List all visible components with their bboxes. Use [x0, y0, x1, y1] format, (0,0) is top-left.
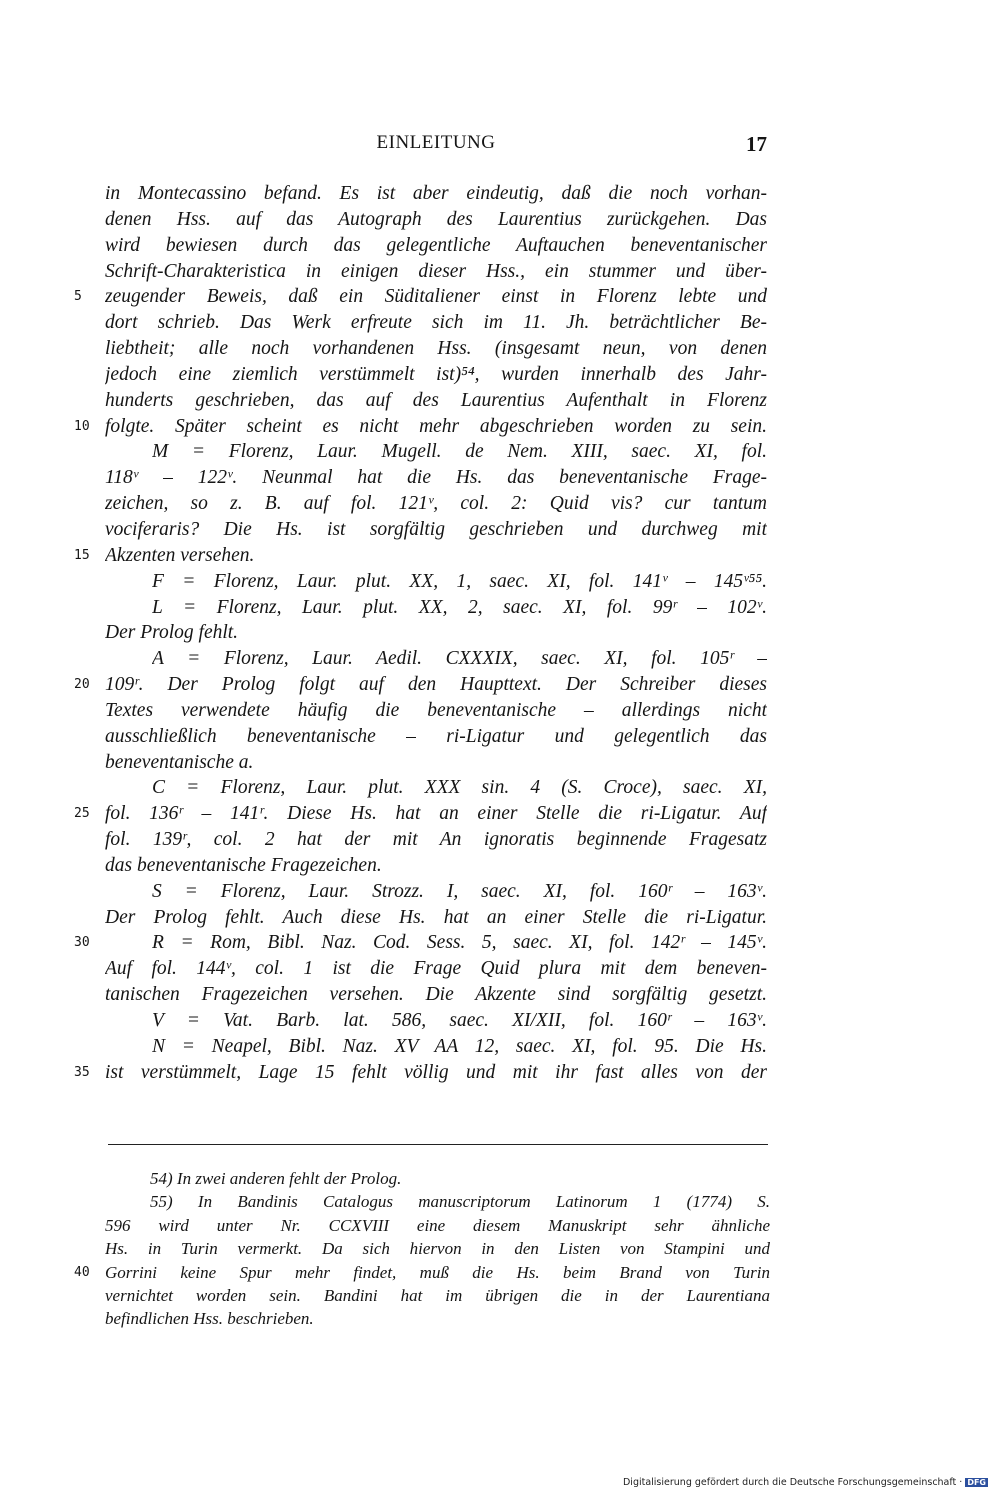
- text-line-text: Der Prolog fehlt. Auch diese Hs. hat an einer Stelle die ri-Ligatur.: [105, 906, 767, 928]
- text-line-text: Akzenten versehen.: [105, 544, 255, 566]
- text-line: [0, 1060, 1000, 1086]
- text-line: [0, 905, 1000, 931]
- text-line: [0, 1034, 1000, 1060]
- text-line: [0, 646, 1000, 672]
- main-text: [0, 181, 1000, 1086]
- text-line: [0, 801, 1000, 827]
- text-line-text: L = Florenz, Laur. plut. XX, 2, saec. XI, fol. 99ʳ – 102ᵛ.: [152, 596, 767, 618]
- text-line: [0, 362, 1000, 388]
- text-line: [0, 750, 1000, 776]
- text-line: [0, 439, 1000, 465]
- text-line-text: liebtheit; alle noch vorhandenen Hss. (insgesamt neun, von denen: [105, 338, 767, 360]
- footnote-line: [0, 1237, 1000, 1260]
- text-line-text: folgte. Später scheint es nicht mehr abgeschrieben worden zu sein.: [105, 415, 767, 437]
- text-line: [0, 930, 1000, 956]
- text-line-text: S = Florenz, Laur. Strozz. I, saec. XI, fol. 160ʳ – 163ᵛ.: [152, 880, 767, 902]
- text-line-text: M = Florenz, Laur. Mugell. de Nem. XIII, saec. XI, fol.: [152, 441, 767, 463]
- text-line: [0, 517, 1000, 543]
- text-line-text: V = Vat. Barb. lat. 586, saec. XI/XII, fol. 160ʳ – 163ᵛ.: [152, 1010, 767, 1031]
- text-line-text: Textes verwendete häufig die beneventanische – allerdings nicht: [105, 699, 767, 721]
- text-line-text: R = Rom, Bibl. Naz. Cod. Sess. 5, saec. XI, fol. 142ʳ – 145ᵛ.: [152, 932, 767, 954]
- text-line-text: fol. 139ʳ, col. 2 hat der mit An ignoratis beginnende Fragesatz: [105, 829, 767, 851]
- text-line: [0, 259, 1000, 285]
- text-line-text: ausschließlich beneventanische – ri-Ligatur und gelegentlich das: [105, 725, 767, 747]
- text-line: [0, 207, 1000, 233]
- line-number: 35: [74, 1064, 90, 1080]
- digitization-credit: [623, 1477, 988, 1488]
- text-line-text: 109ʳ. Der Prolog folgt auf den Haupttext. Der Schreiber dieses: [105, 674, 767, 696]
- text-line-text: vociferaris? Die Hs. ist sorgfältig geschrieben und durchweg mit: [105, 518, 767, 540]
- page-number: 17: [746, 132, 767, 156]
- footnote-line-text: Gorrini keine Spur mehr findet, muß die Hs. beim Brand von Turin: [105, 1262, 770, 1282]
- text-line: [0, 491, 1000, 517]
- text-line-text: Schrift-Charakteristica in einigen dieser Hss., ein stummer und über-: [105, 260, 767, 282]
- footnote-line-text: vernichtet worden sein. Bandini hat im übrigen die in der Laurentiana: [105, 1285, 770, 1305]
- text-line-text: F = Florenz, Laur. plut. XX, 1, saec. XI, fol. 141ᵛ – 145ᵛ⁵⁵.: [152, 570, 767, 592]
- footnote-line-text: Hs. in Turin vermerkt. Da sich hiervon in den Listen von Stampini und: [105, 1239, 770, 1259]
- footnote-line: [0, 1167, 1000, 1190]
- text-line: [0, 879, 1000, 905]
- text-line: [0, 569, 1000, 595]
- footnote-line: [0, 1307, 1000, 1330]
- text-line-text: in Montecassino befand. Es ist aber eindeutig, daß die noch vorhan-: [105, 183, 767, 204]
- text-line-text: zeichen, so z. B. auf fol. 121ᵛ, col. 2: Quid vis? cur tantum: [105, 493, 767, 515]
- footnote-line-text: 596 wird unter Nr. CCXVIII eine diesem Manuskript sehr ähnliche: [105, 1215, 770, 1235]
- text-line-text: fol. 136ʳ – 141ʳ. Diese Hs. hat an einer Stelle die ri-Ligatur. Auf: [105, 803, 767, 825]
- text-line: [0, 982, 1000, 1008]
- text-line: [0, 284, 1000, 310]
- text-line: [0, 1008, 1000, 1034]
- text-line-text: jedoch eine ziemlich verstümmelt ist)⁵⁴, wurden innerhalb des Jahr-: [105, 363, 767, 385]
- line-number: 15: [74, 547, 90, 563]
- line-number: 25: [74, 806, 90, 822]
- text-line-text: N = Neapel, Bibl. Naz. XV AA 12, saec. XI, fol. 95. Die Hs.: [152, 1035, 767, 1057]
- text-line: [0, 233, 1000, 259]
- text-line-text: C = Florenz, Laur. plut. XXX sin. 4 (S. Croce), saec. XI,: [152, 777, 767, 799]
- footnote-line: [0, 1190, 1000, 1213]
- text-line-text: hunderts geschrieben, das auf des Laurentius Aufenthalt in Florenz: [105, 389, 767, 411]
- text-line: [0, 672, 1000, 698]
- line-number: 5: [74, 289, 82, 305]
- credit-text: Digitalisierung gefördert durch die Deutsche Forschungsgemeinschaft ·: [622, 1477, 963, 1488]
- text-line-text: Auf fol. 144ᵛ, col. 1 ist die Frage Quid plura mit dem beneven-: [105, 958, 767, 980]
- text-line: [0, 310, 1000, 336]
- text-line: [0, 465, 1000, 491]
- text-line-text: tanischen Fragezeichen versehen. Die Akzente sind sorgfältig gesetzt.: [105, 984, 767, 1006]
- text-line: [0, 543, 1000, 569]
- running-head-title: EINLEITUNG: [376, 132, 496, 153]
- text-line-text: A = Florenz, Laur. Aedil. CXXXIX, saec. XI, fol. 105ʳ –: [152, 648, 767, 670]
- text-line-text: zeugender Beweis, daß ein Süditaliener einst in Florenz lebte und: [105, 286, 767, 308]
- text-line-text: ist verstümmelt, Lage 15 fehlt völlig und mit ihr fast alles von der: [105, 1061, 767, 1083]
- line-number: 40: [74, 1264, 90, 1280]
- text-line-text: Der Prolog fehlt.: [105, 622, 239, 644]
- text-line: [0, 620, 1000, 646]
- text-line: [0, 724, 1000, 750]
- text-line: [0, 956, 1000, 982]
- text-line-text: denen Hss. auf das Autograph des Laurentius zurückgehen. Das: [105, 208, 767, 230]
- footnotes: [0, 1167, 1000, 1331]
- line-number: 30: [74, 935, 90, 951]
- text-line: [0, 775, 1000, 801]
- text-line-text: 118ᵛ – 122ᵛ. Neunmal hat die Hs. das beneventanische Frage-: [105, 467, 767, 489]
- text-line: [0, 181, 1000, 207]
- footnote-line: [0, 1284, 1000, 1307]
- text-line: [0, 853, 1000, 879]
- footnote-separator: [108, 1144, 768, 1145]
- text-line-text: dort schrieb. Das Werk erfreute sich im 11. Jh. beträchtlicher Be-: [105, 312, 767, 334]
- text-line: [0, 336, 1000, 362]
- line-number: 10: [74, 418, 90, 434]
- dfg-logo: DFG: [967, 1478, 986, 1487]
- footnote-line-text: befindlichen Hss. beschrieben.: [105, 1309, 314, 1329]
- line-number: 20: [74, 677, 90, 693]
- text-line-text: das beneventanische Fragezeichen.: [105, 854, 382, 876]
- footnote-line-text: 55) In Bandinis Catalogus manuscriptorum Latinorum 1 (1774) S.: [150, 1192, 770, 1212]
- footnote-line: [0, 1214, 1000, 1237]
- text-line-text: beneventanische a.: [105, 751, 254, 773]
- text-line: [0, 595, 1000, 621]
- text-line: [0, 827, 1000, 853]
- footnote-line: [0, 1261, 1000, 1284]
- text-line: [0, 388, 1000, 414]
- text-line: [0, 698, 1000, 724]
- footnote-line-text: 54) In zwei anderen fehlt der Prolog.: [150, 1169, 402, 1188]
- text-line: [0, 414, 1000, 440]
- running-header: [105, 132, 767, 158]
- text-line-text: wird bewiesen durch das gelegentliche Auftauchen beneventanischer: [105, 234, 767, 256]
